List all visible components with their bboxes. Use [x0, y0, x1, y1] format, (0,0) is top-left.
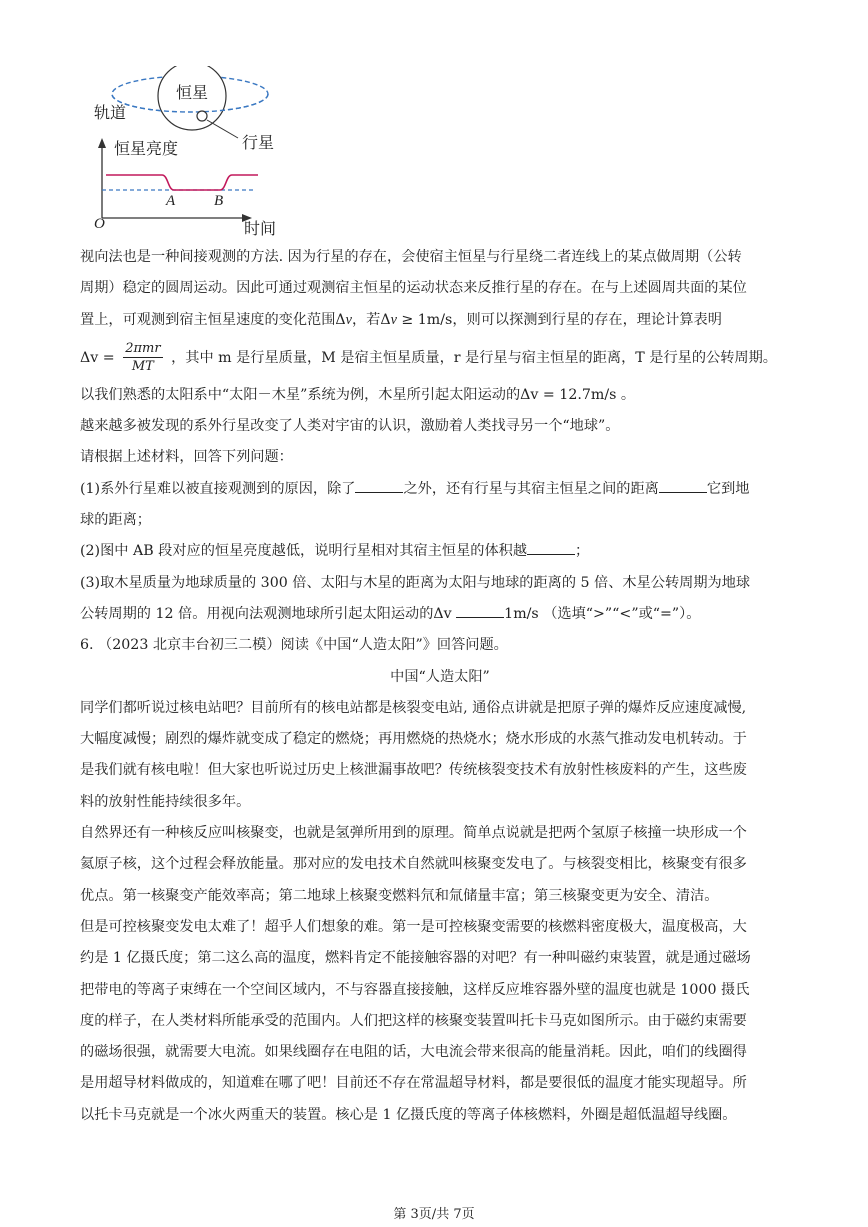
answer-blank[interactable]	[355, 478, 403, 493]
formula-numerator: 2πmr	[125, 341, 161, 357]
paragraph-line: 视向法也是一种间接观测的方法. 因为行星的存在，会使宿主恒星与行星绕二者连线上的某点做周期（公转	[80, 249, 742, 265]
paragraph-line: 约是 1 亿摄氏度；第二这么高的温度，燃料肯定不能接触容器的对吧？有一种叫磁约束装置，就是通过磁场	[80, 950, 751, 967]
planet-label: 行星	[242, 133, 275, 152]
brightness-curve	[106, 175, 258, 190]
question-3: (3)取木星质量为地球质量的 300 倍、太阳与木星的距离为太阳与地球的距离的 5 倍、木星公转周期为地球	[80, 574, 751, 591]
point-b-label: B	[214, 193, 224, 209]
paragraph-line: 周期）稳定的圆周运动。因此可通过观测宿主恒星的运动状态来反推行星的存在。在与上述圆周共面的某位	[80, 280, 747, 297]
formula-denominator: MT	[131, 359, 154, 375]
formula-fraction	[123, 340, 162, 375]
question-2: (2)图中 AB 段对应的恒星亮度越低，说明行星相对其宿主恒星的体积越 ；	[80, 536, 800, 567]
paragraph-line: 是我们就有核电啦！但大家也听说过历史上核泄漏事故吧？传统核裂变技术有放射性核废料的产生，这些废	[80, 762, 747, 779]
paragraph-line: 的磁场很强，就需要大电流。如果线圈存在电阻的话，大电流会带来很高的能量消耗。因此，咱们的线圈得	[80, 1044, 747, 1061]
document-body	[80, 242, 800, 1131]
paragraph-line: 度的样子，在人类材料所能承受的范围内。人们把这样的核聚变装置叫托卡马克如图所示。由于磁约束需要	[80, 1012, 747, 1029]
paragraph-line: 置上，可观测到宿主恒星速度的变化范围Δv，若Δv ≥ 1m/s，则可以探测到行星的存在，理论计算表明	[80, 311, 722, 328]
point-a-label: A	[166, 193, 176, 209]
paragraph-line: 优点。第一核聚变产能效率高；第二地球上核聚变燃料氘和氚储量丰富；第三核聚变更为安全、清洁。	[80, 887, 719, 904]
star-label: 恒星	[176, 83, 209, 102]
question-6-heading: 6. （2023 北京丰台初三二模）阅读《中国“人造太阳”》回答问题。	[80, 637, 508, 654]
formula-line	[80, 336, 800, 380]
paragraph-line: 但是可控核聚变发电太难了！超乎人们想象的难。第一是可控核聚变需要的核燃料密度极大，温度极高，大	[80, 918, 747, 935]
y-axis-arrow	[98, 138, 106, 148]
paragraph-line: 把带电的等离子束缚在一个空间区域内，不与容器直接接触，这样反应堆容器外壁的温度也就是 1000 摄氏	[80, 981, 750, 998]
paragraph-line: 以我们熟悉的太阳系中“太阳－木星”系统为例，木星所引起太阳运动的Δv = 12.7m/s 。	[80, 386, 636, 403]
formula-description: ，其中 m 是行星质量，M 是宿主恒星质量，r 是行星与宿主恒星的距离，T 是行星的公转周期。	[171, 349, 777, 366]
question-3-cont: 公转周期的 12 倍。用视向法观测地球所引起太阳运动的Δv 1m/s （选填“>”“<”或“=”）。	[80, 599, 800, 630]
planet-circle	[197, 111, 207, 121]
paragraph-line: 同学们都听说过核电站吧？目前所有的核电站都是核裂变电站, 通俗点讲就是把原子弹的爆炸反应速度减慢,	[80, 699, 747, 716]
paragraph-line: 氦原子核，这个过程会释放能量。那对应的发电技术自然就叫核聚变发电了。与核裂变相比，核聚变有很多	[80, 856, 747, 873]
paragraph-line: 球的距离；	[80, 512, 151, 529]
formula-lhs: Δv =	[80, 349, 115, 366]
x-axis-label: 时间	[244, 219, 277, 238]
paragraph-line: 是用超导材料做成的，知道难在哪了吧！目前还不存在常温超导材料，都是要很低的温度才能实现超导。所	[80, 1075, 747, 1092]
paragraph-line: 以托卡马克就是一个冰火两重天的装置。核心是 1 亿摄氏度的等离子体核燃料，外圈是超低温超导线圈。	[80, 1106, 737, 1123]
answer-blank[interactable]	[659, 478, 707, 493]
paragraph-line: 大幅度减慢；剧烈的爆炸就变成了稳定的燃烧；再用燃烧的热烧水；烧水形成的水蒸气推动发电机转动。于	[80, 731, 747, 748]
y-axis-label: 恒星亮度	[114, 139, 179, 158]
answer-blank[interactable]	[456, 603, 504, 618]
planet-pointer-line	[207, 120, 238, 138]
answer-blank[interactable]	[527, 540, 575, 555]
paragraph-line: 料的放射性能持续很多年。	[80, 793, 251, 810]
question-1: (1)系外行星难以被直接观测到的原因，除了 之外，还有行星与其宿主恒星之间的距离 它到地	[80, 474, 800, 505]
paragraph-line: 自然界还有一种核反应叫核聚变，也就是氢弹所用到的原理。简单点说就是把两个氢原子核撞一块形成一个	[80, 825, 747, 842]
orbit-label: 轨道	[94, 103, 127, 122]
article-title: 中国“人造太阳”	[390, 668, 490, 685]
star-brightness-figure	[70, 66, 290, 236]
origin-label: O	[94, 216, 105, 232]
page-number: 第 3页/共 7页	[393, 1207, 475, 1222]
paragraph-line: 越来越多被发现的系外行星改变了人类对宇宙的认识，激励着人类找寻另一个“地球”。	[80, 418, 620, 435]
paragraph-line: 请根据上述材料，回答下列问题：	[80, 449, 293, 466]
